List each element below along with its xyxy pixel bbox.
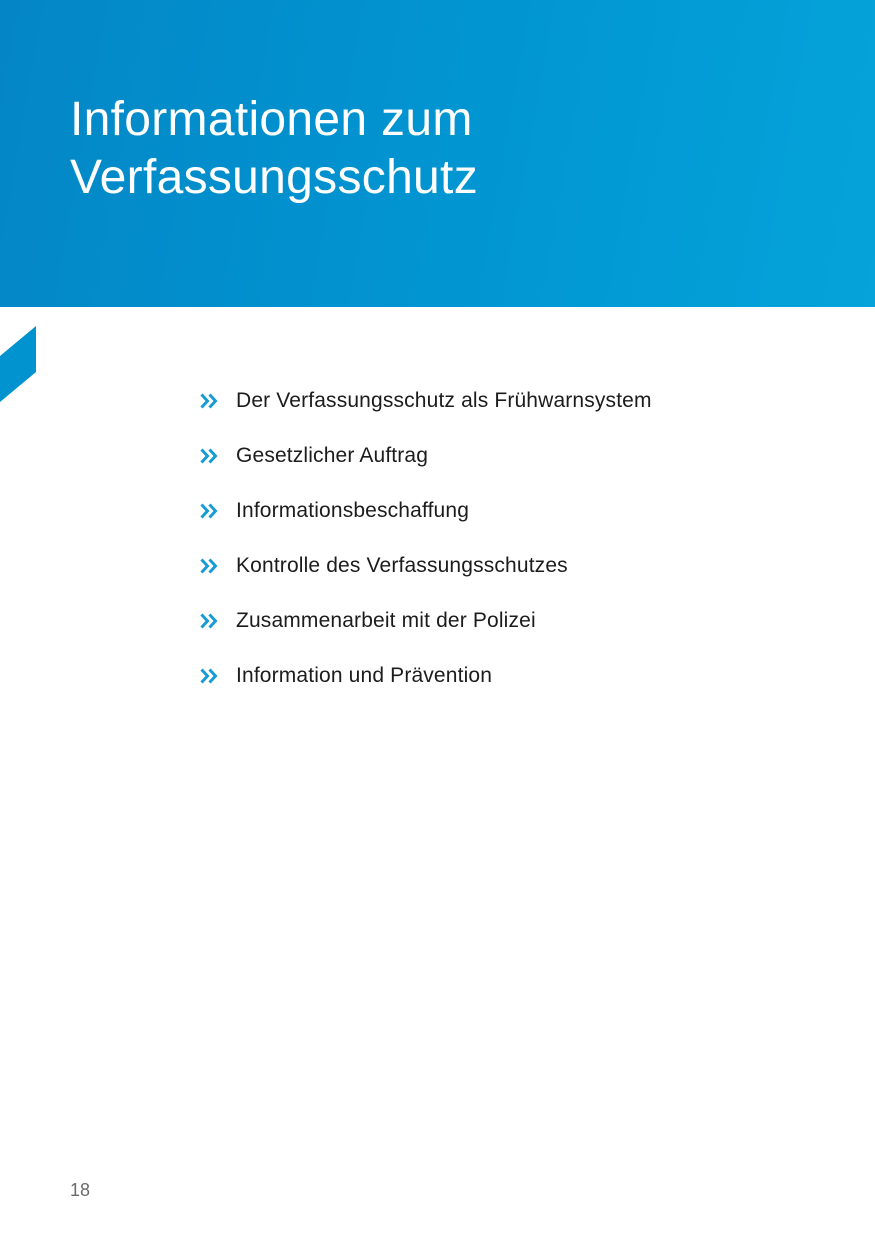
topic-label: Zusammenarbeit mit der Polizei: [236, 608, 536, 632]
page-number: 18: [70, 1180, 91, 1200]
double-chevron-right-icon: [200, 548, 236, 584]
topic-item[interactable]: [200, 428, 652, 483]
page-title-line-2: Verfassungsschutz: [70, 151, 478, 204]
header-band: [0, 0, 875, 307]
double-chevron-right-icon: [200, 438, 236, 474]
page-title-line-1: Informationen zum: [70, 93, 473, 146]
corner-accent-shape: [0, 326, 36, 402]
double-chevron-right-icon: [200, 493, 236, 529]
topic-label: Informationsbeschaffung: [236, 498, 470, 522]
topic-item[interactable]: [200, 483, 652, 538]
topic-item[interactable]: [200, 593, 652, 648]
double-chevron-right-icon: [200, 383, 236, 419]
topic-item[interactable]: [200, 373, 652, 428]
topic-list: [200, 373, 652, 703]
topic-label: Gesetzlicher Auftrag: [236, 443, 429, 467]
topic-item[interactable]: [200, 538, 652, 593]
page-title: [70, 91, 770, 207]
topic-label: Kontrolle des Verfassungsschutzes: [236, 553, 568, 577]
double-chevron-right-icon: [200, 658, 236, 694]
topic-label: Der Verfassungsschutz als Frühwarnsystem: [236, 388, 652, 412]
topic-item[interactable]: [200, 648, 652, 703]
topic-label: Information und Prävention: [236, 663, 493, 687]
double-chevron-right-icon: [200, 603, 236, 639]
